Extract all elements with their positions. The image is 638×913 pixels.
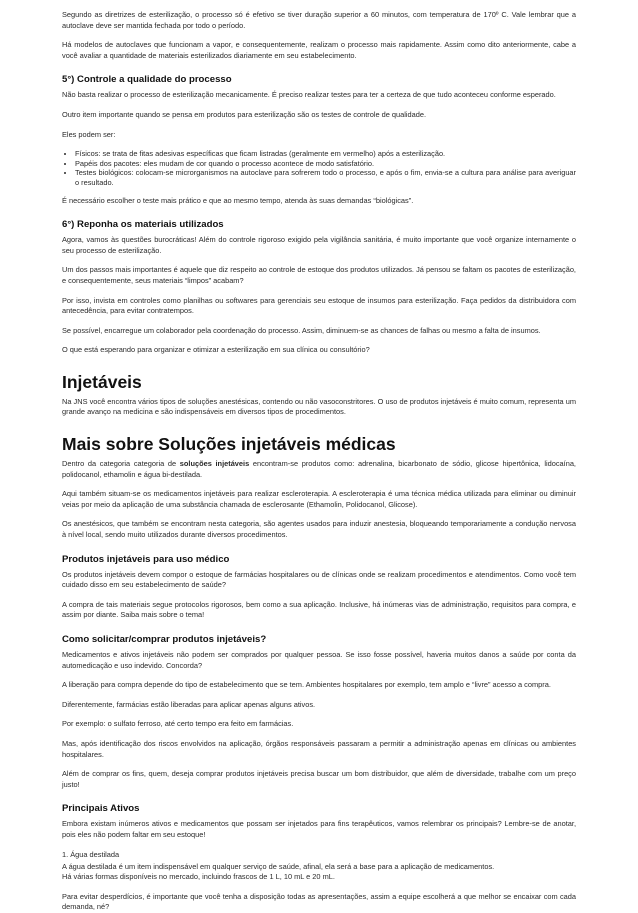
- paragraph: Diferentemente, farmácias estão liberadas para aplicar apenas alguns ativos.: [62, 699, 316, 709]
- paragraph: Para evitar desperdícios, é importante que você tenha a disposição todas as apresentações, assim a equipe escolherá a que melhor se encaixar com cada demanda, né?: [62, 891, 576, 912]
- paragraph: Há várias formas disponíveis no mercado, incluindo frascos de 1 L, 10 mL e 20 mL.: [62, 872, 335, 882]
- paragraph: Medicamentos e ativos injetáveis não podem ser comprados por qualquer pessoa. Se isso fosse possível, haveria muitos danos a saúde por conta da automedicação e uso indevido. Concorda?: [62, 650, 576, 670]
- section-heading-quality-control: 5°) Controle a qualidade do processo: [62, 74, 232, 86]
- paragraph: [62, 459, 576, 480]
- paragraph: Se possível, encarregue um colaborador pela coordenação do processo. Assim, diminuem-se as chances de falhas ou mesmo a falta de insumos.: [62, 325, 541, 335]
- text-run: Dentro da categoria categoria de: [62, 459, 180, 469]
- paragraph: É necessário escolher o teste mais prático e que ao mesmo tempo, atenda às suas demandas “biológicas”.: [62, 195, 414, 205]
- heading-injetaveis: Injetáveis: [62, 371, 142, 392]
- paragraph: Eles podem ser:: [62, 129, 116, 139]
- paragraph: Na JNS você encontra vários tipos de soluções anestésicas, contendo ou não vasoconstritores. O uso de produtos injetáveis é muito comum, representa um grande avanço na medicina e são indispensáveis em diversos tipos de procedimentos.: [62, 396, 576, 417]
- paragraph: Por exemplo: o sulfato ferroso, até certo tempo era feito em farmácias.: [62, 719, 294, 729]
- paragraph: Aqui também situam-se os medicamentos injetáveis para realizar escleroterapia. A escleroterapia é uma técnica médica utilizada para eliminar ou diminuir veias por meio da aplicação de uma substância chamada de esclerosante (Ethamolin, Polidocanol, Glicose).: [62, 489, 576, 509]
- section-heading-replenish: 6°) Reponha os materiais utilizados: [62, 219, 224, 231]
- text-run: encontram-se produtos como: adrenalina, bicarbonato de sódio, glicose hipertônica, lidocaína, polidocanol, ethamolin e água bi-destilada.: [62, 459, 576, 479]
- paragraph: Embora existam inúmeros ativos e medicamentos que possam ser injetados para fins terapêuticos, vamos relembrar os principais? Lembre-se de anotar, pois eles não podem faltar em seu estoque!: [62, 819, 576, 839]
- paragraph: Os produtos injetáveis devem compor o estoque de farmácias hospitalares ou de clínicas onde se realizam procedimentos e atendimentos. Como você tem cuidado disso em seu estabelecimento de saúde?: [62, 569, 576, 590]
- subheading-agua-destilada: 1. Água destilada: [62, 849, 120, 859]
- paragraph: Agora, vamos às questões burocráticas! Além do controle rigoroso exigido pela vigilância sanitária, é muito importante que você organize internamente o seu processo de esterilização.: [62, 235, 576, 255]
- list-item: • Testes biológicos: colocam-se microrganismos na autoclave para sofrerem todo o processo, e após o fim, envia-se a cultura para análise para averiguar o resultado.: [75, 168, 576, 187]
- bold-term: soluções injetáveis: [179, 459, 250, 469]
- paragraph: Mas, após identificação dos riscos envolvidos na aplicação, órgãos responsáveis passaram a permitir a administração apenas em clínicas ou ambientes hospitalares.: [62, 738, 576, 759]
- list-item: • Físicos: se trata de fitas adesivas específicas que ficam listradas (geralmente em vermelho) após a esterilização.: [75, 149, 576, 159]
- paragraph: Além de comprar os fins, quem, deseja comprar produtos injetáveis precisa buscar um bom distribuidor, que além de diversidade, trabalhe com um preço justo!: [62, 769, 576, 789]
- section-heading-uso-medico: Produtos injetáveis para uso médico: [62, 553, 230, 565]
- paragraph: A água destilada é um item indispensável em qualquer serviço de saúde, afinal, ela será a base para a aplicação de medicamentos.: [62, 861, 495, 871]
- paragraph: Não basta realizar o processo de esterilização mecanicamente. É preciso realizar testes para ter a certeza de que tudo aconteceu conforme esperado.: [62, 90, 556, 100]
- paragraph: Os anestésicos, que também se encontram nesta categoria, são agentes usados para induzir anestesia, bloqueando temporariamente a condução nervosa à nível local, sendo muito utilizados durante diversos procedimentos.: [62, 519, 576, 540]
- test-types-list: [62, 149, 576, 187]
- paragraph: A liberação para compra depende do tipo de estabelecimento que se tem. Ambientes hospitalares por exemplo, tem amplo e “livre” acesso a compra.: [62, 680, 551, 690]
- paragraph: O que está esperando para organizar e otimizar a esterilização em sua clínica ou consultório?: [62, 345, 370, 355]
- paragraph: Por isso, invista em controles como planilhas ou softwares para gerenciais seu estoque de insumos para esterilização. Faça pedidos da distribuidora com antecedência, para evitar contratempos.: [62, 295, 576, 316]
- paragraph: Há modelos de autoclaves que funcionam a vapor, e consequentemente, realizam o processo mais rapidamente. Assim como dito anteriormente, cabe a você avaliar a quantidade de materiais esterilizados diariamente em seu estabelecimento.: [62, 40, 576, 60]
- section-heading-como-comprar: Como solicitar/comprar produtos injetáveis?: [62, 634, 267, 645]
- paragraph: Outro item importante quando se pensa em produtos para esterilização são os testes de controle de qualidade.: [62, 109, 427, 119]
- paragraph: Segundo as diretrizes de esterilização, o processo só é efetivo se tiver duração superior a 60 minutos, com temperatura de 170º C. Vale lembrar que a autoclave deve ser mantida fechada por todo o período.: [62, 10, 576, 30]
- paragraph: A compra de tais materiais segue protocolos rigorosos, bem como a sua aplicação. Inclusive, há inúmeras vias de administração, requisitos para compra, e assim por diante. Saiba mais sobre o tema!: [62, 599, 576, 620]
- paragraph: Um dos passos mais importantes é aquele que diz respeito ao controle de estoque dos produtos utilizados. Já pensou se faltam os pacotes de esterilização, e consequentemente, seus materiais “limpos” acabam?: [62, 265, 576, 285]
- list-item: • Papéis dos pacotes: eles mudam de cor quando o processo acontece de modo satisfatório.: [75, 159, 576, 169]
- section-heading-principais-ativos: Principais Ativos: [62, 803, 140, 815]
- heading-mais-sobre: Mais sobre Soluções injetáveis médicas: [62, 434, 396, 455]
